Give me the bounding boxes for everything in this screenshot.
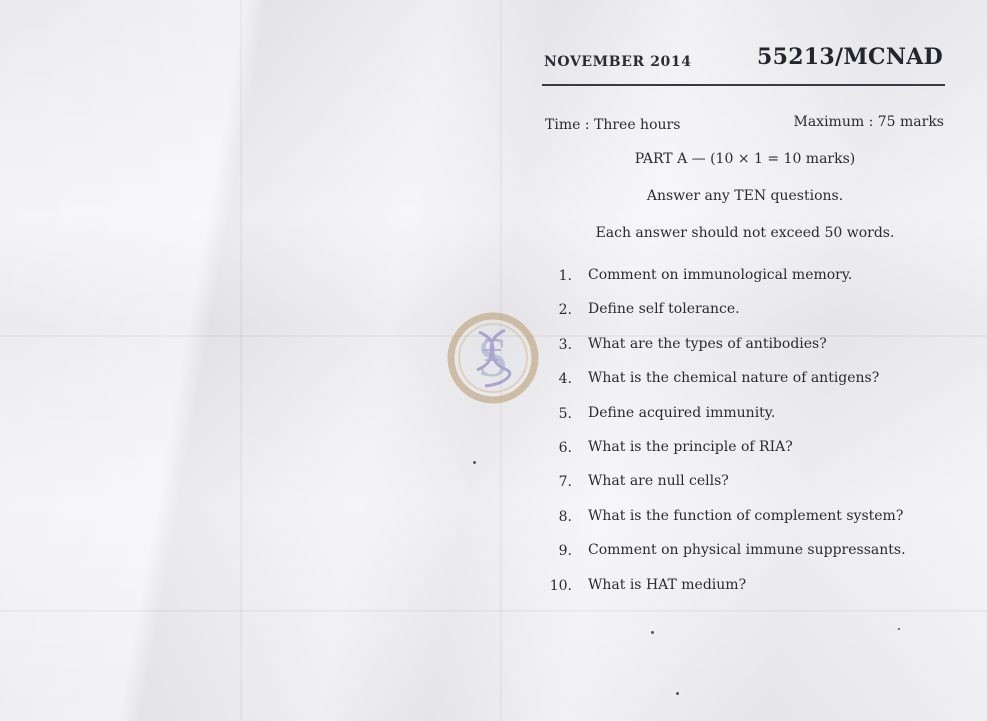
question-number: 4. [558,371,572,388]
question-text: Comment on physical immune suppressants. [588,542,906,559]
question-item [540,505,940,539]
question-number: 3. [558,336,572,353]
question-item [540,436,940,470]
ink-speck [473,461,476,464]
question-text: What are null cells? [588,473,729,490]
word-limit-instruction: Each answer should not exceed 50 words. [595,225,895,241]
question-number: 10. [549,577,572,594]
question-item [540,470,940,504]
question-item [540,298,940,332]
maximum-marks: Maximum : 75 marks [793,114,944,130]
header-divider [542,84,945,86]
question-item [540,539,940,573]
question-text: What is the chemical nature of antigens? [588,370,880,387]
question-list [540,264,940,608]
dna-logo-icon [445,310,541,406]
time-allowed: Time : Three hours [545,117,681,133]
question-item [540,574,940,608]
paper-crease [0,610,987,612]
question-item [540,333,940,367]
question-text: Define acquired immunity. [588,404,776,421]
question-text: What is the function of complement system? [588,507,904,524]
question-number: 8. [558,508,572,525]
watermark-letter: S [477,327,509,389]
question-number: 7. [558,474,572,491]
part-heading: PART A — (10 × 1 = 10 marks) [634,151,856,167]
question-text: Define self tolerance. [588,301,740,318]
question-text: Comment on immunological memory. [588,267,853,283]
exam-month-year: NOVEMBER 2014 [544,54,692,70]
ink-speck [898,628,900,630]
question-item [540,402,940,436]
answer-instruction: Answer any TEN questions. [646,188,844,204]
question-number: 2. [558,302,572,319]
question-item [540,367,940,401]
paper-code: 55213/MCNAD [757,44,943,70]
paper-crease [240,0,242,721]
question-text: What is the principle of RIA? [588,438,793,455]
ink-speck [651,631,654,634]
question-text: What are the types of antibodies? [588,335,827,352]
ink-speck [676,692,679,695]
question-number: 9. [558,543,572,560]
question-item [540,264,940,298]
question-number: 6. [558,439,572,456]
question-text: What is HAT medium? [588,576,747,593]
question-number: 1. [558,268,572,284]
question-number: 5. [558,405,572,422]
